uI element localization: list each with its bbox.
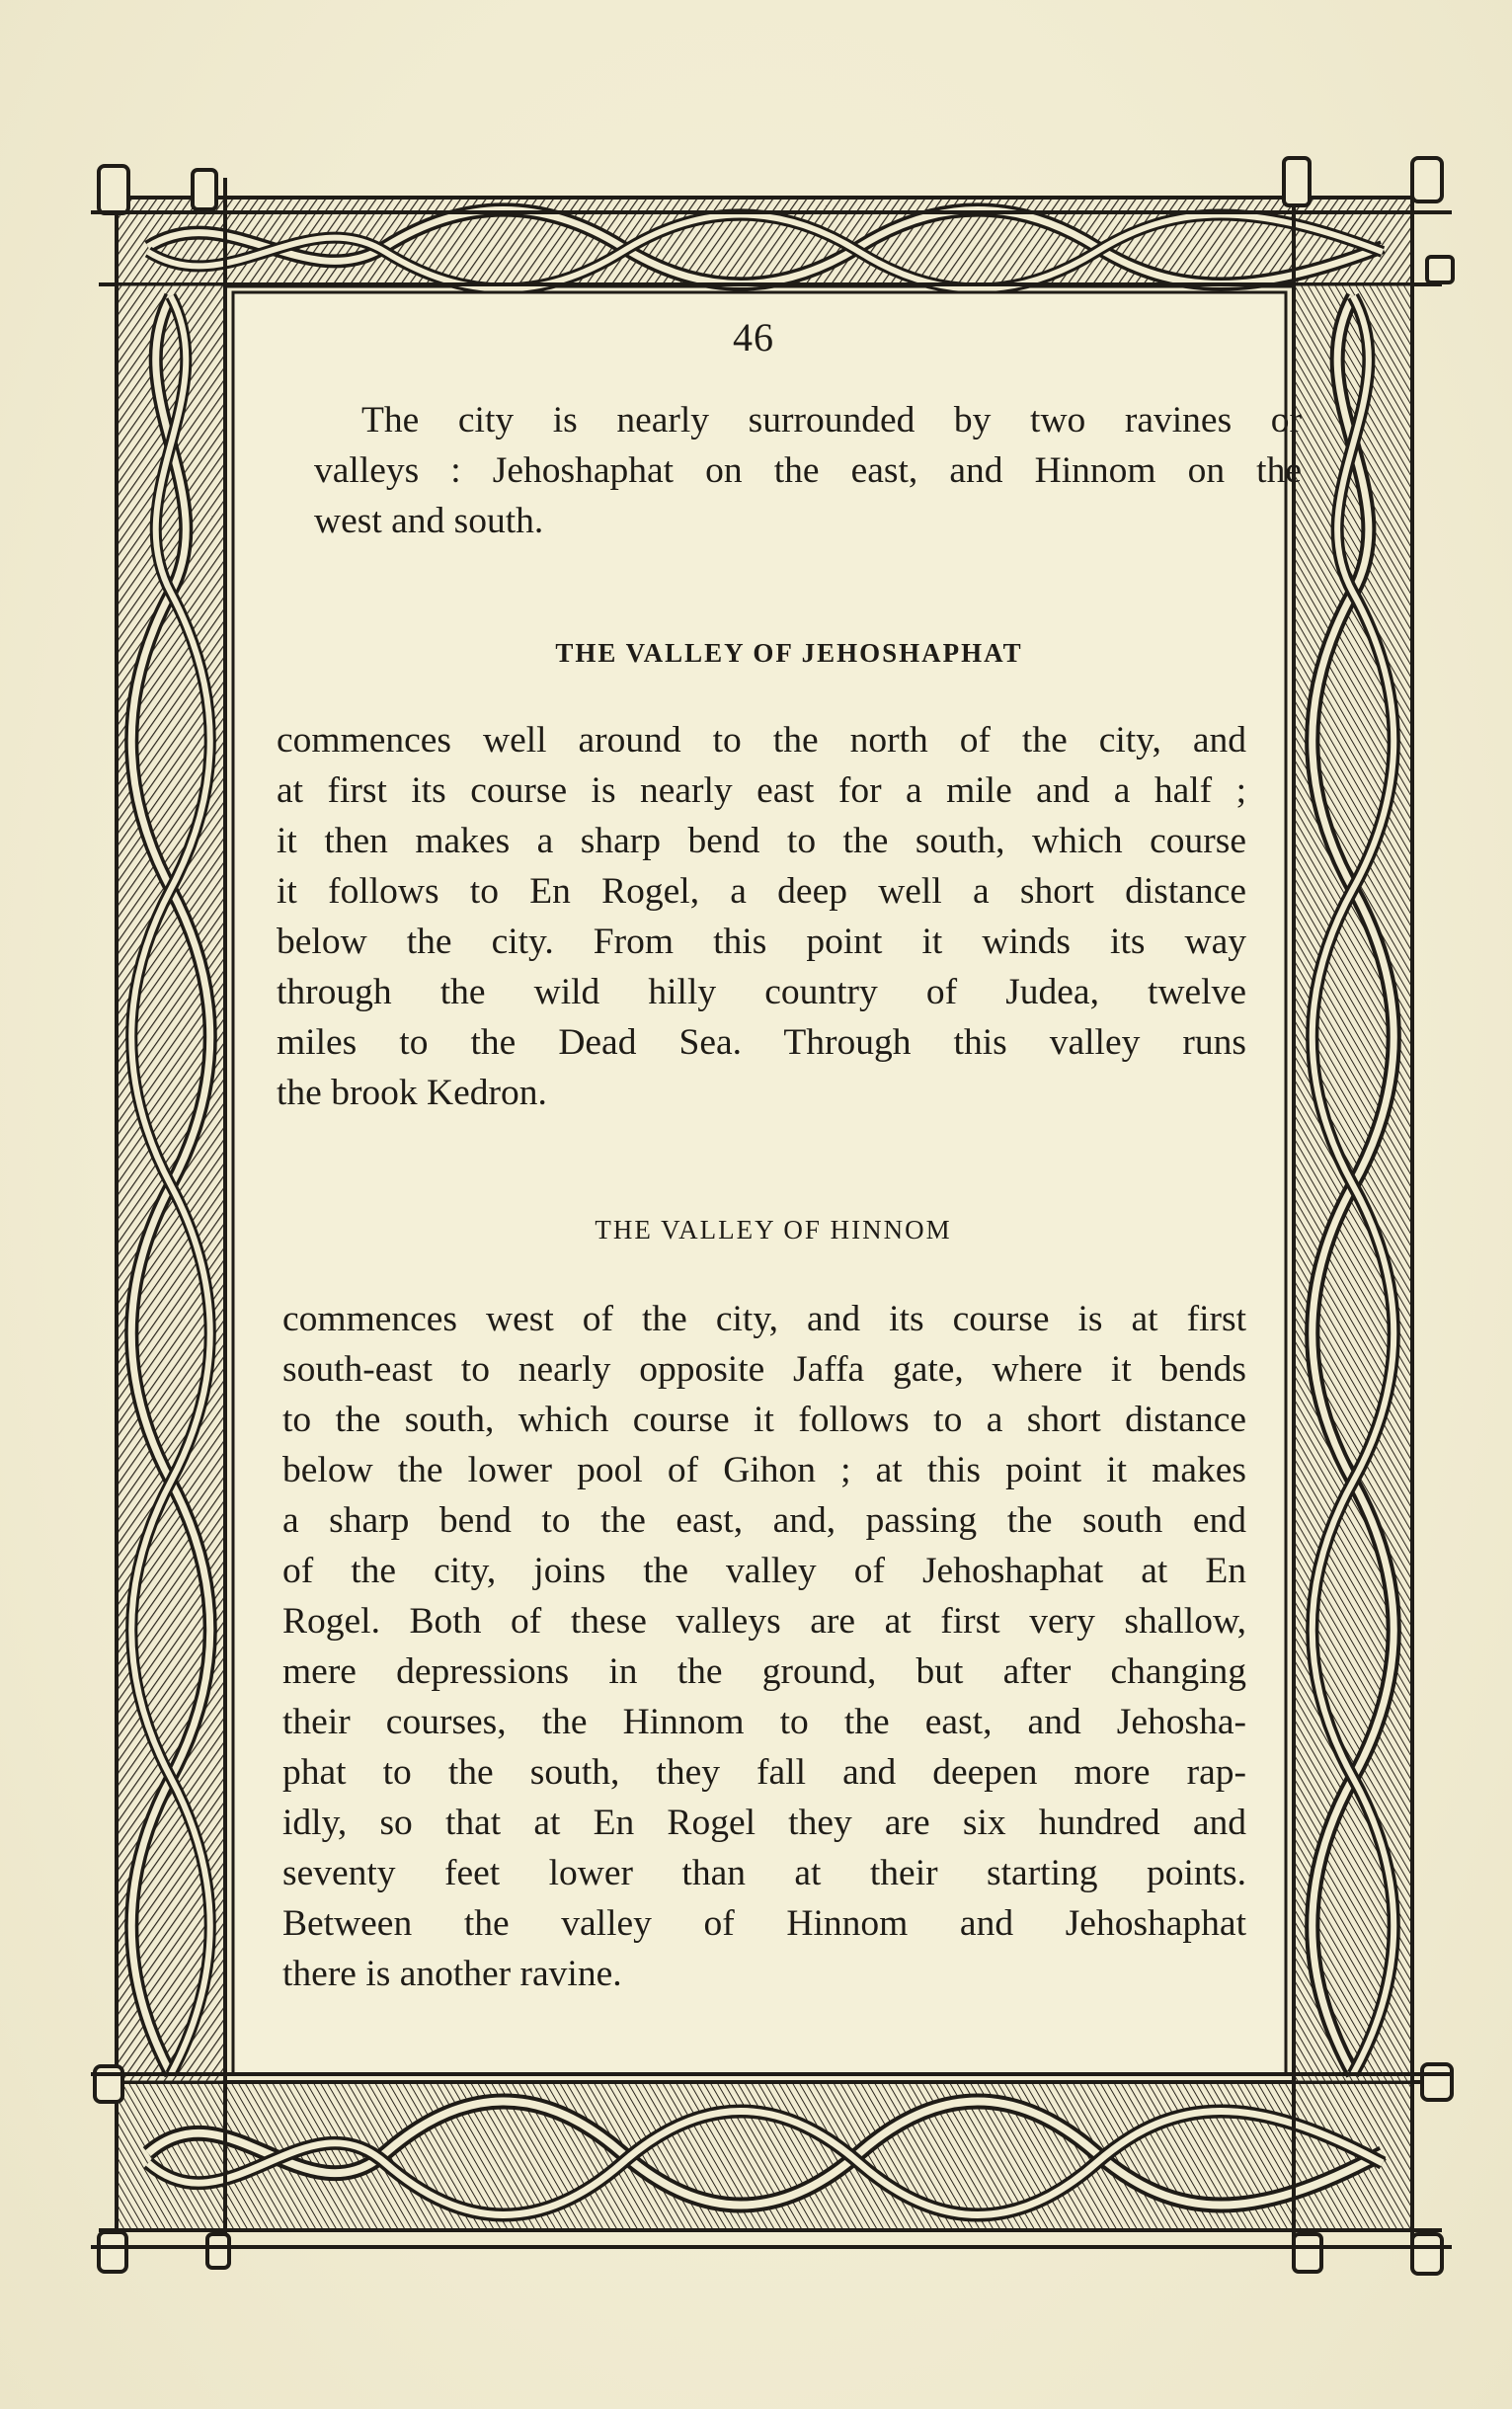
text-line: south-east to nearly opposite Jaffa gate, where it bends bbox=[282, 1349, 1246, 1390]
text-line: their courses, the Hinnom to the east, and Jehosha- bbox=[282, 1702, 1246, 1742]
text-line: to the south, which course it follows to a short distance bbox=[282, 1400, 1246, 1440]
text-line: it follows to En Rogel, a deep well a short distance bbox=[277, 871, 1246, 912]
intro-paragraph bbox=[314, 395, 1302, 546]
text-line: it then makes a sharp bend to the south, which course bbox=[277, 821, 1246, 861]
text-line: Rogel. Both of these valleys are at first very shallow, bbox=[282, 1601, 1246, 1642]
text-line: through the wild hilly country of Judea, twelve bbox=[277, 972, 1246, 1012]
text-line: below the city. From this point it winds its way bbox=[277, 922, 1246, 962]
text-line: phat to the south, they fall and deepen more rap- bbox=[282, 1752, 1246, 1793]
text-line: valleys : Jehoshaphat on the east, and Hinnom on the bbox=[314, 450, 1302, 491]
text-line: miles to the Dead Sea. Through this valley runs bbox=[277, 1022, 1246, 1063]
text-line: commences west of the city, and its course is at first bbox=[282, 1299, 1246, 1339]
text-line: a sharp bend to the east, and, passing the south end bbox=[282, 1500, 1246, 1541]
section-heading-hinnom: THE VALLEY OF HINNOM bbox=[595, 1215, 952, 1245]
text-line: of the city, joins the valley of Jehoshaphat at En bbox=[282, 1551, 1246, 1591]
text-line: the brook Kedron. bbox=[277, 1073, 547, 1113]
text-line: mere depressions in the ground, but after changing bbox=[282, 1651, 1246, 1692]
text-line: commences well around to the north of the city, and bbox=[277, 720, 1246, 761]
text-line: at first its course is nearly east for a mile and a half ; bbox=[277, 770, 1246, 811]
text-line: there is another ravine. bbox=[282, 1954, 622, 1994]
paragraph-hinnom bbox=[282, 1294, 1246, 1999]
section-heading-jehoshaphat: THE VALLEY OF JEHOSHAPHAT bbox=[555, 638, 1023, 668]
page-content bbox=[259, 296, 1302, 2015]
text-line: seventy feet lower than at their starting points. bbox=[282, 1853, 1246, 1893]
paragraph-jehoshaphat bbox=[277, 715, 1246, 1118]
text-line: Between the valley of Hinnom and Jehoshaphat bbox=[282, 1903, 1246, 1944]
page-number: 46 bbox=[733, 315, 774, 360]
text-line: below the lower pool of Gihon ; at this point it makes bbox=[282, 1450, 1246, 1490]
left-border-band bbox=[117, 178, 225, 2252]
text-line: idly, so that at En Rogel they are six hundred and bbox=[282, 1803, 1246, 1843]
bottom-border-band bbox=[99, 2082, 1442, 2230]
right-border-band bbox=[1294, 178, 1412, 2252]
text-line: The city is nearly surrounded by two ravines or bbox=[361, 400, 1302, 441]
text-line: west and south. bbox=[314, 501, 544, 541]
